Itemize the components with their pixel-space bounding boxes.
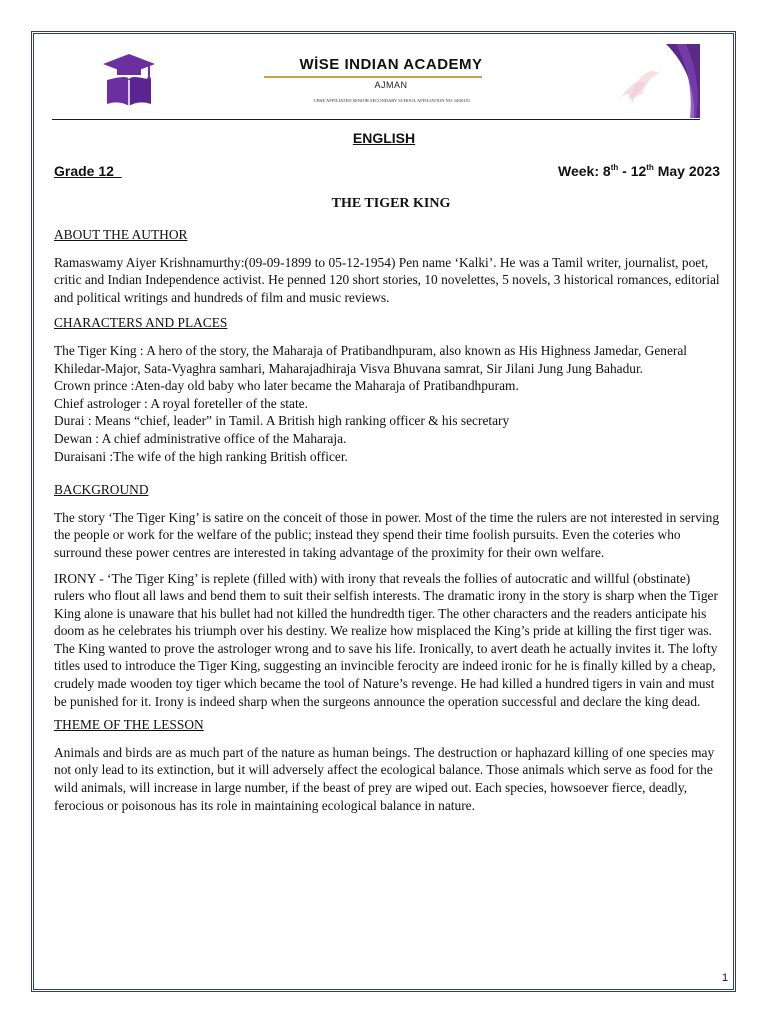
school-header [52,44,700,120]
character-item: Chief astrologer : A royal foreteller of the state. [54,395,308,411]
subject-heading: ENGLISH [352,130,416,146]
background-paragraph: The story ‘The Tiger King’ is satire on the conceit of those in power. Most of the time the rulers are not interested in serving the people or work for the welfare of the public; instead they spend their time foolish pursuits. Even the coteries who surround these power centres are interested in taking advantage of the proximity for their own welfare. [54,509,720,560]
section-heading-characters: CHARACTERS AND PLACES [54,315,228,331]
affiliation-text: CBSE AFFILIATED SENIOR SECONDARY SCHOOL AFFILIATION NO: 6630101 [313,98,471,103]
school-name-underline [264,76,482,78]
grade-label: Grade 12 [54,163,122,179]
school-city: AJMAN [374,80,408,90]
section-heading-theme: THEME OF THE LESSON [54,717,204,733]
character-item: Durai : Means “chief, leader” in Tamil. A British high ranking officer & his secretary [54,413,510,429]
character-item: Dewan : A chief administrative office of the Maharaja. [54,430,347,446]
page-number: 1 [722,972,729,984]
character-item: Duraisani :The wife of the high ranking British officer. [54,448,348,464]
character-item: Crown prince :Aten-day old baby who later became the Maharaja of Pratibandhpuram. [54,378,519,394]
section-heading-author: ABOUT THE AUTHOR [54,227,188,242]
theme-paragraph: Animals and birds are as much part of the nature as human beings. The destruction or haphazard killing of one species may not only lead to its extinction, but it will adversely affect the ecological balance. Those animals which serve as food for the wild animals, will increase in large number, if the beast of prey are wiped out. Each species, howsoever fierce, deadly, ferocious or poisonous has its role in maintaining ecological balance in nature. [54,744,715,813]
author-paragraph: Ramaswamy Aiyer Krishnamurthy:(09-09-1899 to 05-12-1954) Pen name ‘Kalki’. He was a Tamil writer, journalist, poet, critic and Indian Independence activist. He penned 120 short stories, 10 novelettes, 5 novels, 3 historical romances, editorial and political writings and hundreds of film and music reviews. [54,254,720,305]
graduation-cap-book-logo-icon [99,50,159,110]
decorative-swoosh-icon [606,44,700,118]
character-item: The Tiger King : A hero of the story, the Maharaja of Pratibandhpuram, also known as His Highness Jamedar, General Khiledar-Major, Sata-Vyaghra samhari, Maharajadhiraja Visva Bhuvana samrat, Sir Jilani Jung Jung Bahadur. [54,342,688,376]
week-label: Week: 8th - 12th May 2023 [558,163,720,179]
school-name: WİSE INDIAN ACADEMY [299,56,483,73]
irony-paragraph: IRONY - ‘The Tiger King’ is replete (filled with) with irony that reveals the follies of autocratic and willful (obstinate) rulers who flout all laws and bend them to suit their selfish interests. The dramatic irony in the story is sharp when the Tiger King alone is unaware that his bullet had not killed the hundredth tiger. The other characters and the readers anticipate his doom as he celebrates his triumph over his destiny. We realize how misplaced the King’s pride at killing the first tiger was. The King wanted to prove the astrologer wrong and to save his life. Ironically, to avert death he actually invites it. The lofty titles used to introduce the Tiger King, suggesting an invincible ferocity are indeed ironic for he is finally killed by a cheap, crudely made wooden toy tiger which became the tool of Nature’s revenge. He had killed a hundred tigers in vain and must be punished for it. Irony is indeed sharp when the surgeons announce the operation successful and declare the king dead. [54,570,718,709]
lesson-title: THE TIGER KING [331,196,451,211]
lesson-content [54,226,724,814]
section-heading-background: BACKGROUND [54,482,149,498]
